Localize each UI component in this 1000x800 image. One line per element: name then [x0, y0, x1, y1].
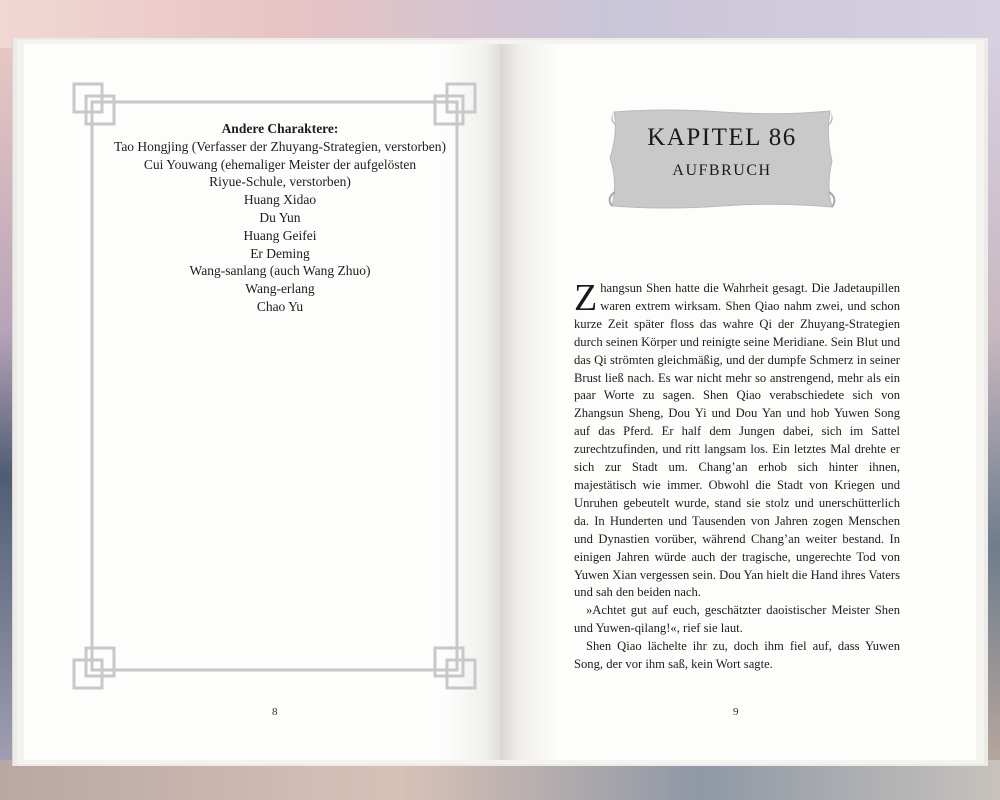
character-entry: Wang-sanlang (auch Wang Zhuo)	[189, 263, 371, 279]
chapter-subtitle: AUFBRUCH	[672, 162, 772, 179]
page-number-right: 9	[733, 706, 739, 718]
chapter-title: KAPITEL 86	[647, 124, 797, 151]
character-entry: Du Yun	[259, 209, 301, 225]
chapter-body	[574, 277, 900, 674]
character-entry: Tao Hongjing (Verfasser der Zhuyang-Strategien, verstorben)	[114, 138, 446, 154]
character-list-heading: Andere Charaktere:	[221, 121, 339, 136]
scroll-banner	[606, 106, 838, 212]
character-list	[100, 120, 460, 316]
character-entry: Huang Geifei	[243, 227, 317, 243]
paragraph: »Achtet gut auf euch, geschätzter daoistischer Meister Shen und Yuwen-qilang!«, rief sie laut.	[574, 603, 900, 636]
character-entry: Wang-erlang	[245, 281, 315, 297]
page-number-left: 8	[272, 706, 278, 718]
character-entry: Cui Youwang (ehemaliger Meister der aufgelösten	[143, 156, 417, 172]
character-entry: Huang Xidao	[243, 192, 317, 208]
paragraph-text: hangsun Shen hatte die Wahrheit gesagt. Die Jadetaupillen waren extrem wirksam. Shen Qiao nahm zwei, und schon kurze Zeit später floss das wahre Qi der Zhuyang-Strategien durch seinen Körper und reinigte seine Meridiane. Sein Blut und das Qi strömten gleichmäßig, und der dumpfe Schmerz in seiner Brust ließ nach. Es war nicht mehr so anstrengend, mehr als ein paar Worte zu sagen. Shen Qiao verabschiedete sich von Zhangsun Sheng, Dou Yi und Dou Yan und hob Yuwen Song auf das Pferd. Er half dem Jungen dabei, sich im Sattel zurechtzufinden, und ritt langsam los. Ein letztes Mal drehte er sich zur Stadt um. Chang’an erhob sich hinter ihnen, majestätisch wie immer. Obwohl die Stadt von Kriegen und Unruhen gebeutelt wurde, stand sie stolz und unerschütterlich da. In Hunderten und Tausenden von Jahren zogen Menschen und Dynastien vorüber, während Chang’an weiter bestand. In einigen Jahren würde auch der tragische, ungerechte Tod von Yuwen Xian vergessen sein. Dou Yan hielt die Hand ihres Vaters und sah den beiden nach.	[574, 281, 900, 600]
character-entry: Chao Yu	[256, 298, 304, 314]
character-entry: Er Deming	[250, 245, 310, 261]
drop-cap: Z	[574, 277, 598, 319]
character-entry: Riyue-Schule, verstorben)	[209, 174, 351, 190]
paragraph	[574, 277, 900, 602]
paragraph: Shen Qiao lächelte ihr zu, doch ihm fiel auf, dass Yuwen Song, der vor ihm saß, kein Wort sagte.	[574, 639, 900, 672]
background-bottom	[0, 760, 1000, 800]
